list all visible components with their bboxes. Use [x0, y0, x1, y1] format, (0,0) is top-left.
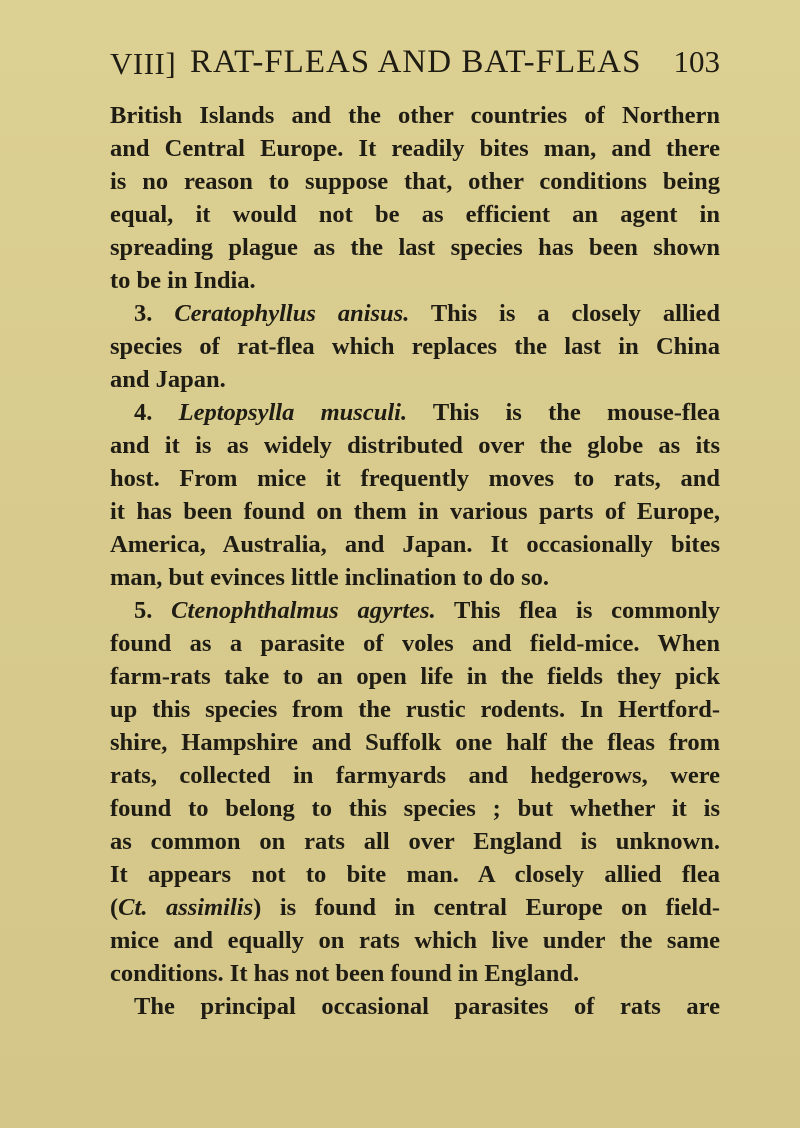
text-run: up this species from the rustic rodents. In Hertford- [110, 696, 720, 723]
text-run: mice and equally on rats which live under the same [110, 927, 720, 954]
text-run: shire, Hampshire and Suffolk one half the fleas from [110, 729, 720, 756]
text-run: found as a parasite of voles and field-mice. When [110, 630, 720, 657]
text-line [110, 759, 720, 792]
running-header [110, 40, 720, 88]
text-line [110, 495, 720, 528]
text-line [110, 627, 720, 660]
text-run: rats, collected in farmyards and hedgerows, were [110, 762, 720, 789]
text-run: species of rat-flea which replaces the last in China [110, 333, 720, 360]
text-run: conditions. It has not been found in England. [110, 960, 580, 987]
species-name: Leptopsylla musculi. [178, 399, 408, 426]
text-line [110, 726, 720, 759]
text-line [110, 132, 720, 165]
text-run: 5. [134, 597, 172, 624]
text-line [110, 198, 720, 231]
text-run: found to belong to this species ; but whether it is [110, 795, 720, 822]
text-run: and it is as widely distributed over the globe as its [110, 432, 720, 459]
text-run: It appears not to bite man. A closely allied flea [110, 861, 720, 888]
text-run: man, but evinces little inclination to do so. [110, 564, 549, 591]
species-name: Ceratophyllus anisus. [174, 300, 410, 327]
text-line [110, 99, 720, 132]
text-run: host. From mice it frequently moves to rats, and [110, 465, 720, 492]
species-name: Ct. assimilis [118, 894, 254, 921]
page-number: 103 [673, 44, 720, 79]
text-run: 3. [134, 300, 175, 327]
text-line [110, 792, 720, 825]
text-run: spreading plague as the last species has been shown [110, 234, 720, 261]
text-run: 4. [134, 399, 179, 426]
text-line [110, 825, 720, 858]
text-run: This flea is commonly [435, 597, 721, 624]
text-run: This is the mouse-flea [407, 399, 720, 426]
text-run: it has been found on them in various parts of Europe, [110, 498, 720, 525]
text-run: as common on rats all over England is unknown. [110, 828, 720, 855]
text-line [110, 528, 720, 561]
text-line [110, 924, 720, 957]
text-run: to be in India. [110, 267, 256, 294]
chapter-number: VIII] [110, 46, 177, 81]
text-line [110, 990, 720, 1023]
text-line [110, 693, 720, 726]
text-run: is no reason to suppose that, other conditions being [110, 168, 720, 195]
text-run: This is a closely allied [409, 300, 720, 327]
text-run: and Central Europe. It readily bites man, and there [110, 135, 720, 162]
species-name: Ctenophthalmus agyrtes. [171, 597, 436, 624]
text-line [110, 264, 720, 297]
text-line [110, 297, 720, 330]
text-line [110, 462, 720, 495]
text-run: ( [110, 894, 119, 921]
text-run: and Japan. [110, 366, 226, 393]
text-line [110, 561, 720, 594]
text-line [110, 858, 720, 891]
text-line [110, 957, 720, 990]
text-line [110, 165, 720, 198]
text-run: America, Australia, and Japan. It occasionally bites [110, 531, 720, 558]
text-line [110, 660, 720, 693]
text-line [110, 891, 720, 924]
text-run: farm-rats take to an open life in the fields they pick [110, 663, 720, 690]
text-run: equal, it would not be as efficient an agent in [110, 201, 720, 228]
text-line [110, 594, 720, 627]
text-run: ) is found in central Europe on field- [253, 894, 720, 921]
body-text [110, 99, 720, 1023]
text-line [110, 429, 720, 462]
text-line [110, 231, 720, 264]
text-run: The principal occasional parasites of rats are [134, 993, 720, 1020]
text-line [110, 363, 720, 396]
text-run: British Islands and the other countries of Northern [110, 102, 720, 129]
text-line [110, 330, 720, 363]
running-title: RAT-FLEAS AND BAT-FLEAS [190, 44, 642, 80]
text-line [110, 396, 720, 429]
